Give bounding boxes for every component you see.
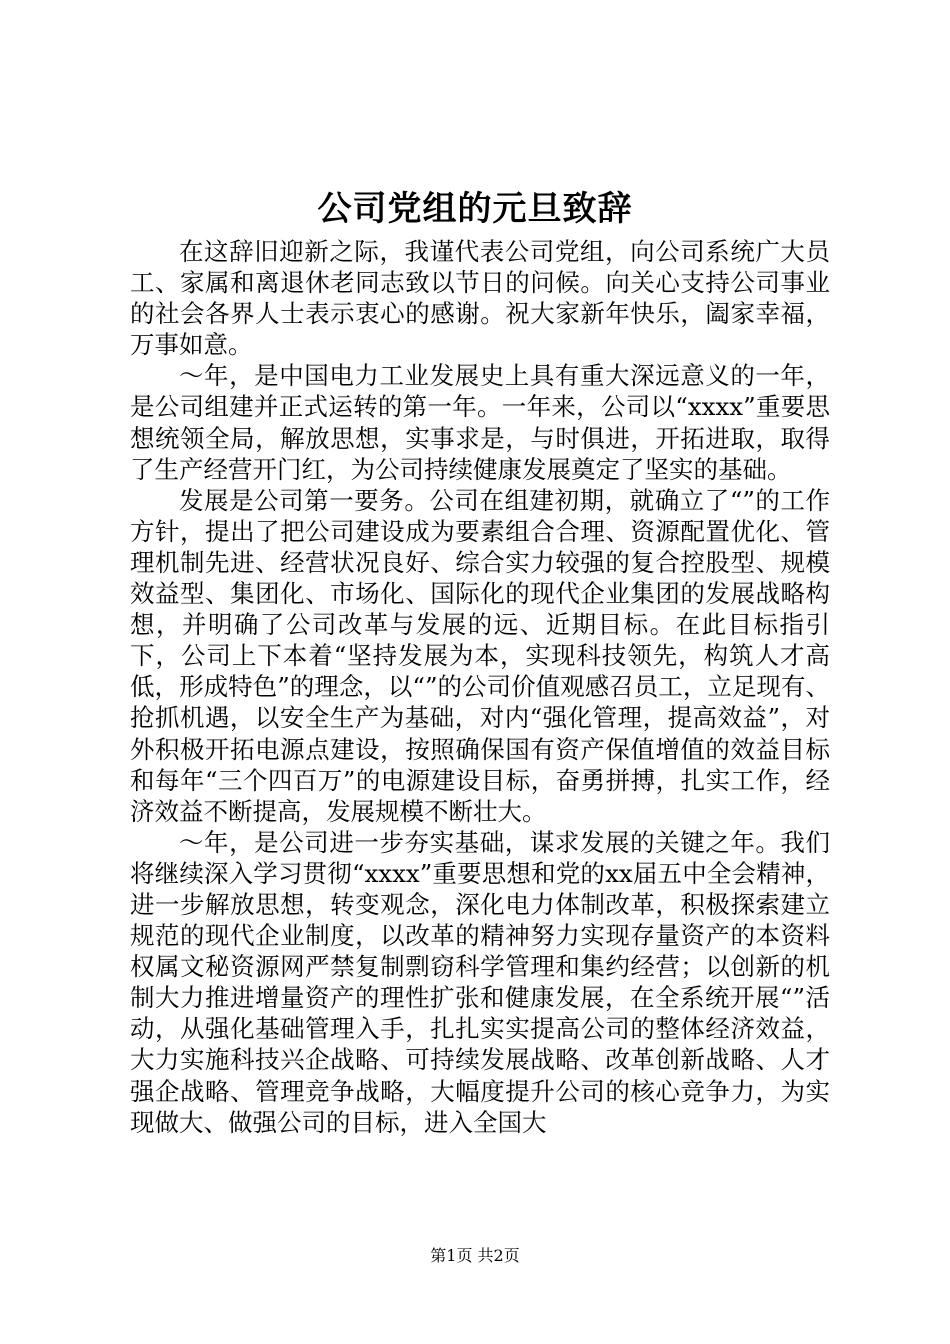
- document-title: 公司党组的元旦致辞: [317, 189, 633, 229]
- document-body: [130, 236, 830, 1138]
- page-number-footer: 第1页 共2页: [430, 1246, 520, 1265]
- paragraph-greeting: 在这辞旧迎新之际，我谨代表公司党组，向公司系统广大员工、家属和离退休老同志致以节日的问候。向关心支持公司事业的社会各界人士表示衷心的感谢。祝大家新年快乐，阖家幸福，万事如意。: [130, 237, 830, 360]
- paragraph-outlook: ～年，是公司进一步夯实基础，谋求发展的关键之年。我们将继续深入学习贯彻“xxxx”重要思想和党的xx届五中全会精神，进一步解放思想，转变观念，深化电力体制改革，积极探索建立规范的现代企业制度，以改革的精神努力实现存量资产的本资料权属文秘资源网严禁复制剽窃科学管理和集约经营；以创新的机制大力推进增量资产的理性扩张和健康发展，在全系统开展“”活动，从强化基础管理入手，扎扎实实提高公司的整体经济效益，大力实施科技兴企战略、可持续发展战略、改革创新战略、人才强企战略、管理竞争战略，大幅度提升公司的核心竞争力，为实现做大、做强公司的目标，进入全国大: [130, 827, 830, 1137]
- paragraph-development: 发展是公司第一要务。公司在组建初期，就确立了“”的工作方针，提出了把公司建设成为要素组合合理、资源配置优化、管理机制先进、经营状况良好、综合实力较强的复合控股型、规模效益型、集团化、市场化、国际化的现代企业集团的发展战略构想，并明确了公司改革与发展的远、近期目标。在此目标指引下，公司上下本着“坚持发展为本，实现科技领先，构筑人才高低，形成特色”的理念，以“”的公司价值观感召员工，立足现有、抢抓机遇，以安全生产为基础，对内“强化管理，提高效益”，对外积极开拓电源点建设，按照确保国有资产保值增值的效益目标和每年“三个四百万”的电源建设目标，奋勇拼搏，扎实工作，经济效益不断提高，发展规模不断壮大。: [130, 485, 830, 826]
- paragraph-year-review: ～年，是中国电力工业发展史上具有重大深远意义的一年，是公司组建并正式运转的第一年。一年来，公司以“xxxx”重要思想统领全局，解放思想，实事求是，与时俱进，开拓进取，取得了生产经营开门红，为公司持续健康发展奠定了坚实的基础。: [130, 361, 830, 484]
